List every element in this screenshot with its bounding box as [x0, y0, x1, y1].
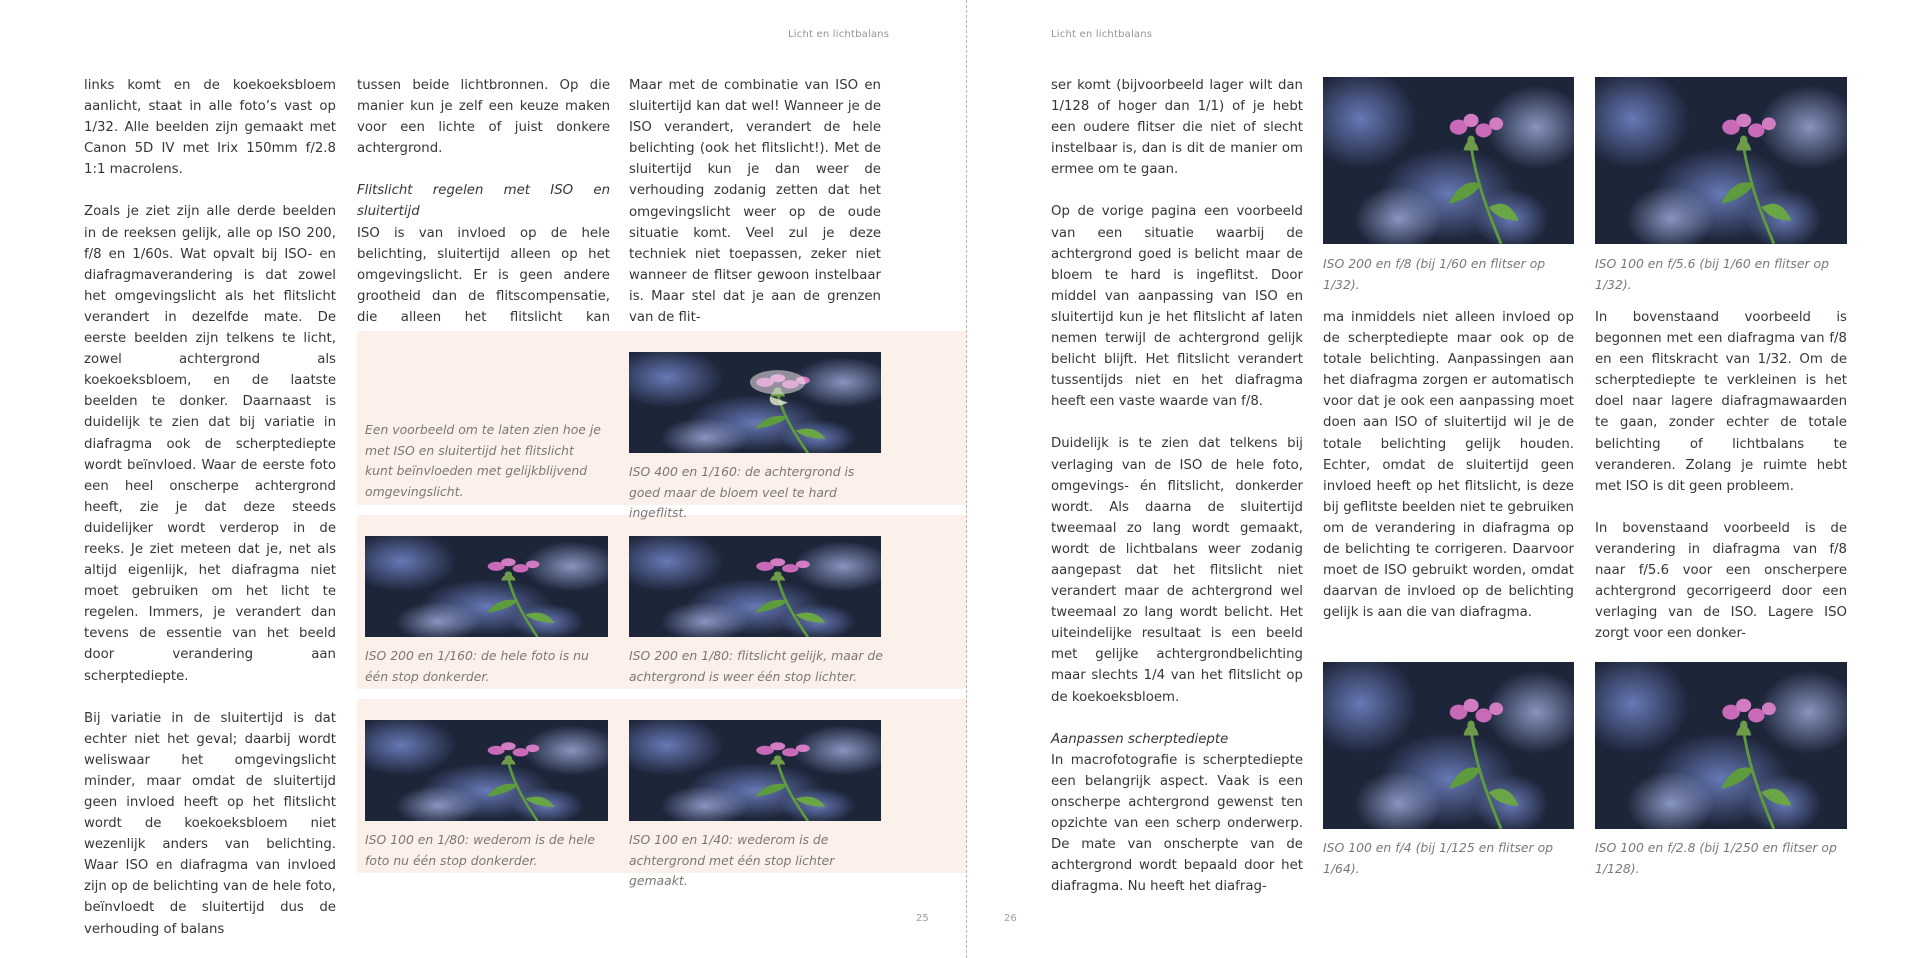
photo-caption: ISO 100 en f/5.6 (bij 1/60 en flitser op 1/32).: [1595, 256, 1829, 292]
paragraph: In bovenstaand voorbeeld is begonnen met een diafragma van f/8 en een flitskracht van 1/32. Om de scherptediepte te verkleinen is het doel naar lagere diafragmawaarden te gaan, zonder echter de totale belichting of lichtbalans te veranderen. Zolang je ruimte hebt met ISO is dit geen probleem.: [1595, 310, 1847, 494]
text-column-2: [1323, 307, 1574, 623]
text-column-3: [1595, 307, 1847, 644]
photo-caption: ISO 200 en 1/80: flitslicht gelijk, maar de achtergrond is weer één stop lichter.: [629, 648, 883, 684]
section-subhead: Aanpassen scherptediepte: [1051, 731, 1229, 747]
paragraph: ISO is van invloed op de hele belichting, sluitertijd alleen op het omgevingslicht. Er is geen andere grootheid dan de flitscompensatie, die alleen het flitslicht kan: [357, 225, 610, 325]
photo-caption: ISO 400 en 1/160: de achtergrond is goed maar de bloem veel te hard ingeflitst.: [629, 464, 855, 520]
paragraph: ma inmiddels niet alleen invloed op de scherptediepte maar ook op de totale belichting. Aanpassingen aan het diafragma zorgen er automatisch voor dat je ook een aanpassing moet doen aan ISO of sluitertijd wil je de totale belichting gelijk houden. Echter, omdat de sluitertijd geen invloed heeft op het flitslicht, is deze bij geflitste beelden niet te gebruiken om de verandering in diafragma op de belichting te corrigeren. Daarvoor moet de ISO gebruikt worden, omdat daarvan de invloed op de belichting gelijk is aan die van diafragma.: [1323, 310, 1574, 621]
photo-caption: ISO 200 en f/8 (bij 1/60 en flitser op 1/32).: [1323, 256, 1546, 292]
paragraph: ser komt (bijvoorbeeld lager wilt dan 1/128 of hoger dan 1/1) of je hebt een oudere flitser die niet of slecht instelbaar is, dan is dit de manier om ermee om te gaan.: [1051, 78, 1303, 178]
photo-caption: ISO 100 en 1/40: wederom is de achtergrond met één stop lichter gemaakt.: [629, 832, 835, 888]
flower-photo: [1323, 662, 1574, 829]
text-column-1: [1051, 75, 1303, 897]
photo-caption: ISO 100 en f/4 (bij 1/125 en flitser op 1/64).: [1323, 840, 1554, 876]
paragraph: In macrofotografie is scherptediepte een belangrijk aspect. Vaak is een onscherpe achtergrond gewenst ten opzichte van een scherp onderwerp. De mate van onscherpte van de achtergrond wordt bepaald door het diafragma. Nu heeft het diafrag-: [1051, 752, 1303, 895]
paragraph: Duidelijk is te zien dat telkens bij verlaging van de ISO de hele foto, omgevings- én flitslicht, donkerder wordt. Als daarna de sluitertijd tweemaal zo lang wordt gemaakt, wordt de lichtbalans weer zodanig aangepast dat het flitslicht niet verandert maar de achtergrond wel tweemaal zo lang wordt belicht. Het uiteindelijke resultaat is een beeld met gelijke achtergrondbelichting maar slechts 1/4 van het flitslicht op de koekoeksbloem.: [1051, 436, 1303, 705]
section-subhead: Flitslicht regelen met ISO en sluitertijd: [357, 183, 610, 220]
paragraph: In bovenstaand voorbeeld is de verandering in diafragma van f/8 naar f/5.6 voor een onscherpere achtergrond gecorrigeerd door een verlaging van de ISO. Lagere ISO zorgt voor een donker-: [1595, 520, 1847, 642]
right-page: [968, 0, 1920, 958]
flower-photo: [629, 352, 881, 453]
page-number: 25: [916, 913, 929, 924]
figure-intro-caption: Een voorbeeld om te laten zien hoe je met ISO en sluitertijd het flitslicht kunt beïnvloeden met gelijkblijvend omgevingslicht.: [365, 422, 601, 499]
photo-caption: ISO 100 en f/2.8 (bij 1/250 en flitser op 1/128).: [1595, 840, 1837, 876]
paragraph: Maar met de combinatie van ISO en sluitertijd kan dat wel! Wanneer je de ISO verandert, verandert de hele belichting (ook het flitslicht!). Met de sluitertijd kun je dan weer de verhouding zodanig zetten dat het omgevingslicht weer op de oude situatie komt. Veel zul je deze techniek niet toepassen, zeker niet wanneer de flitser gewoon instelbaar is. Maar stel dat je aan de grenzen van de flit-: [629, 78, 881, 326]
text-column-3: [629, 75, 881, 328]
paragraph: links komt en de koekoeksbloem aanlicht, staat in alle foto’s vast op 1/32. Alle beelden zijn gemaakt met Canon 5D IV met Irix 150mm f/2.8 1:1 macrolens.: [84, 78, 336, 178]
flower-photo: [365, 536, 608, 637]
flower-photo: [1595, 77, 1847, 244]
paragraph: Zoals je ziet zijn alle derde beelden in de reeksen gelijk, alle op ISO 200, f/8 en 1/60s. Wat opvalt bij ISO- en diafragmaverandering is dat zowel het omgevingslicht als het flitslicht verandert in dezelfde mate. De eerste beelden zijn telkens te licht, zowel achtergrond als koekoeksbloem, en de laatste beelden te donker. Daarnaast is duidelijk te zien dat bij variatie in diafragma ook de scherptediepte wordt beïnvloed. Waar de eerste foto een heel onscherpe achtergrond heeft, zie je dat deze steeds duidelijker wordt verderop in de reeks. Je ziet meteen dat je, net als altijd eigenlijk, het diafragma niet moet gebruiken om het licht te regelen. Immers, je verandert dan tevens de essentie van het beeld door verandering aan scherptediepte.: [84, 204, 336, 684]
flower-photo: [1323, 77, 1574, 244]
text-column-1: [84, 75, 336, 940]
photo-caption: ISO 100 en 1/80: wederom is de hele foto nu één stop donkerder.: [365, 832, 595, 868]
photo-caption: ISO 200 en 1/160: de hele foto is nu één stop donkerder.: [365, 648, 589, 684]
paragraph: tussen beide lichtbronnen. Op die manier kun je zelf een keuze maken voor een lichte of juist donkere achtergrond.: [357, 78, 610, 157]
page-gutter: [966, 0, 967, 958]
flower-photo: [629, 720, 881, 821]
flower-photo: [365, 720, 608, 821]
paragraph: Bij variatie in de sluitertijd is dat echter niet het geval; daarbij wordt weliswaar het omgevingslicht minder, maar omdat de sluitertijd geen invloed heeft op het flitslicht wordt de koekoeksbloem niet wezenlijk anders van belichting. Waar ISO en diafragma van invloed zijn op de belichting van de hele foto, beïnvloedt de sluitertijd dus de verhouding of balans: [84, 710, 336, 937]
flower-photo: [1595, 662, 1847, 829]
running-header: Licht en lichtbalans: [788, 29, 890, 40]
text-column-2: [357, 75, 610, 349]
flower-photo: [629, 536, 881, 637]
page-number: 26: [1004, 913, 1017, 924]
paragraph: Op de vorige pagina een voorbeeld van een situatie waarbij de achtergrond goed is belicht maar de bloem te hard is ingeflitst. Door middel van aanpassing van ISO en sluitertijd kun je het flitslicht af laten nemen terwijl de achtergrond gelijk belicht blijft. Het flitslicht verandert tussentijds niet en het diafragma heeft een vaste waarde van f/8.: [1051, 204, 1303, 410]
running-header: Licht en lichtbalans: [1051, 29, 1153, 40]
